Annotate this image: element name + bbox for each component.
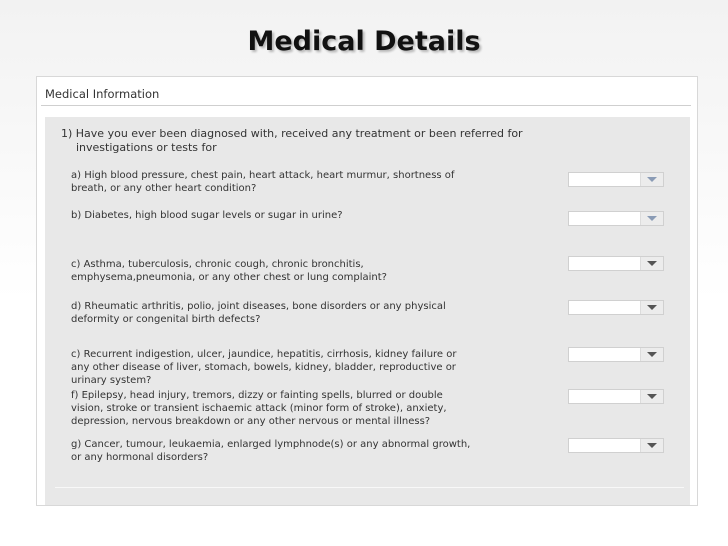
- question-line: a) High blood pressure, chest pain, heart attack, heart murmur, shortness of: [71, 170, 455, 181]
- question-b: [71, 209, 556, 222]
- medical-information-panel: [36, 76, 698, 506]
- question-f: [71, 389, 556, 428]
- answer-select-b[interactable]: [568, 211, 664, 226]
- slide-title: Medical Details: [247, 26, 481, 57]
- dropdown-button[interactable]: [640, 257, 663, 270]
- answer-select-f[interactable]: [568, 389, 664, 404]
- answer-select-g[interactable]: [568, 438, 664, 453]
- answer-select-a[interactable]: [568, 172, 664, 187]
- dropdown-button[interactable]: [640, 390, 663, 403]
- question-a: [71, 169, 556, 195]
- question-c: [71, 258, 556, 284]
- question-line: deformity or congenital birth defects?: [71, 314, 261, 325]
- dropdown-button[interactable]: [640, 439, 663, 452]
- dropdown-button[interactable]: [640, 301, 663, 314]
- question-line: breath, or any other heart condition?: [71, 183, 257, 194]
- dropdown-button[interactable]: [640, 212, 663, 225]
- question-line: g) Cancer, tumour, leukaemia, enlarged lymphnode(s) or any abnormal growth,: [71, 439, 471, 450]
- question-line: depression, nervous breakdown or any other nervous or mental illness?: [71, 416, 431, 427]
- question-line: c) Asthma, tuberculosis, chronic cough, chronic bronchitis,: [71, 259, 364, 270]
- divider: [41, 105, 691, 106]
- chevron-down-icon: [647, 216, 657, 221]
- answer-select-d[interactable]: [568, 300, 664, 315]
- question-line: b) Diabetes, high blood sugar levels or sugar in urine?: [71, 210, 343, 221]
- question-line: emphysema,pneumonia, or any other chest or lung complaint?: [71, 272, 387, 283]
- intro-line: 1) Have you ever been diagnosed with, received any treatment or been referred for: [61, 127, 523, 140]
- divider: [55, 487, 684, 488]
- intro-line: investigations or tests for: [76, 141, 217, 154]
- question-d: [71, 300, 556, 326]
- answer-select-c[interactable]: [568, 256, 664, 271]
- question-line: d) Rheumatic arthritis, polio, joint diseases, bone disorders or any physical: [71, 301, 446, 312]
- question-e: [71, 348, 556, 387]
- dropdown-button[interactable]: [640, 173, 663, 186]
- chevron-down-icon: [647, 305, 657, 310]
- question-form: [45, 117, 690, 505]
- question-line: any other disease of liver, stomach, bowels, kidney, bladder, reproductive or: [71, 362, 456, 373]
- chevron-down-icon: [647, 352, 657, 357]
- answer-select-e[interactable]: [568, 347, 664, 362]
- question-g: [71, 438, 556, 464]
- question-line: f) Epilepsy, head injury, tremors, dizzy or fainting spells, blurred or double: [71, 390, 443, 401]
- panel-header: Medical Information: [45, 87, 160, 101]
- chevron-down-icon: [647, 261, 657, 266]
- dropdown-button[interactable]: [640, 348, 663, 361]
- question-line: urinary system?: [71, 375, 152, 386]
- chevron-down-icon: [647, 394, 657, 399]
- chevron-down-icon: [647, 443, 657, 448]
- question-line: or any hormonal disorders?: [71, 452, 209, 463]
- intro-question: [61, 127, 581, 155]
- chevron-down-icon: [647, 177, 657, 182]
- question-line: c) Recurrent indigestion, ulcer, jaundice, hepatitis, cirrhosis, kidney failure or: [71, 349, 457, 360]
- question-line: vision, stroke or transient ischaemic attack (minor form of stroke), anxiety,: [71, 403, 447, 414]
